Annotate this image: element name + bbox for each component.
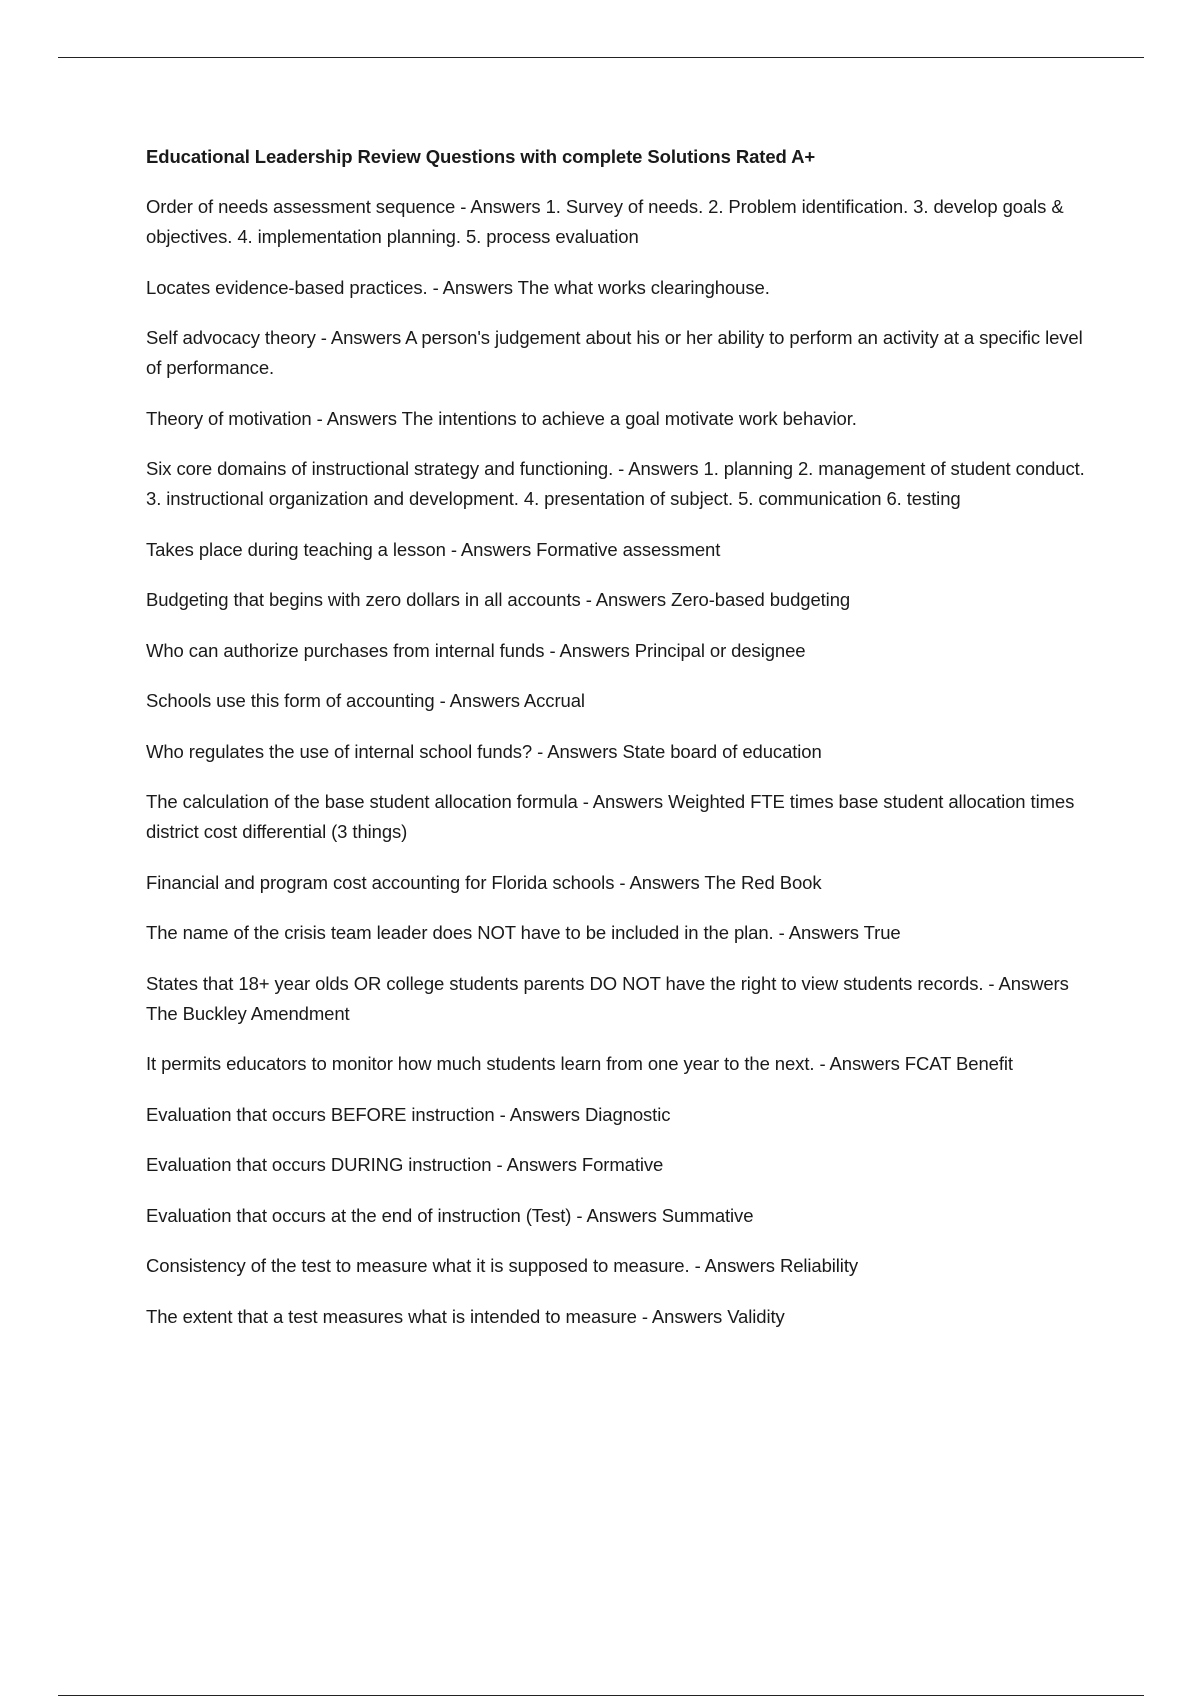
qa-item: Who can authorize purchases from internal funds - Answers Principal or designee <box>146 639 806 661</box>
qa-item: Who regulates the use of internal school funds? - Answers State board of education <box>146 740 822 762</box>
qa-item: The extent that a test measures what is intended to measure - Answers Validity <box>146 1305 785 1327</box>
qa-item: Theory of motivation - Answers The intentions to achieve a goal motivate work behavior. <box>146 407 857 429</box>
qa-item: Budgeting that begins with zero dollars in all accounts - Answers Zero-based budgeting <box>146 589 851 610</box>
footer-rule <box>58 1695 1144 1696</box>
qa-item: Evaluation that occurs DURING instruction - Answers Formative <box>146 1154 664 1175</box>
qa-item: States that 18+ year olds OR college students parents DO NOT have the right to view students records. - Answers The Buckley Amendment <box>146 972 1069 1024</box>
header-rule <box>58 57 1144 58</box>
qa-item: Self advocacy theory - Answers A person's judgement about his or her ability to perform an activity at a specific level of performance. <box>146 327 1083 378</box>
qa-item: Evaluation that occurs BEFORE instruction - Answers Diagnostic <box>146 1103 671 1125</box>
qa-item: Locates evidence-based practices. - Answers The what works clearinghouse. <box>146 276 770 298</box>
qa-item: Takes place during teaching a lesson - Answers Formative assessment <box>146 538 721 560</box>
qa-item: Order of needs assessment sequence - Answers 1. Survey of needs. 2. Problem identification. 3. develop goals & objectives. 4. implementation planning. 5. process evaluation <box>146 196 1064 247</box>
qa-item: Consistency of the test to measure what it is supposed to measure. - Answers Reliability <box>146 1255 859 1276</box>
qa-item: Financial and program cost accounting for Florida schools - Answers The Red Book <box>146 871 822 893</box>
document-title: Educational Leadership Review Questions with complete Solutions Rated A+ <box>146 146 816 167</box>
qa-list <box>146 192 1086 1332</box>
qa-item: The name of the crisis team leader does NOT have to be included in the plan. - Answers True <box>146 922 901 943</box>
qa-item: The calculation of the base student allocation formula - Answers Weighted FTE times base student allocation times district cost differential (3 things) <box>146 791 1075 842</box>
qa-item: Six core domains of instructional strategy and functioning. - Answers 1. planning 2. management of student conduct. 3. instructional organization and development. 4. presentation of subject. 5. communication 6. testing <box>146 458 1085 509</box>
qa-item: It permits educators to monitor how much students learn from one year to the next. - Answers FCAT Benefit <box>146 1053 1013 1074</box>
qa-item: Schools use this form of accounting - Answers Accrual <box>146 690 585 711</box>
document-body <box>146 142 1086 1352</box>
qa-item: Evaluation that occurs at the end of instruction (Test) - Answers Summative <box>146 1204 754 1226</box>
